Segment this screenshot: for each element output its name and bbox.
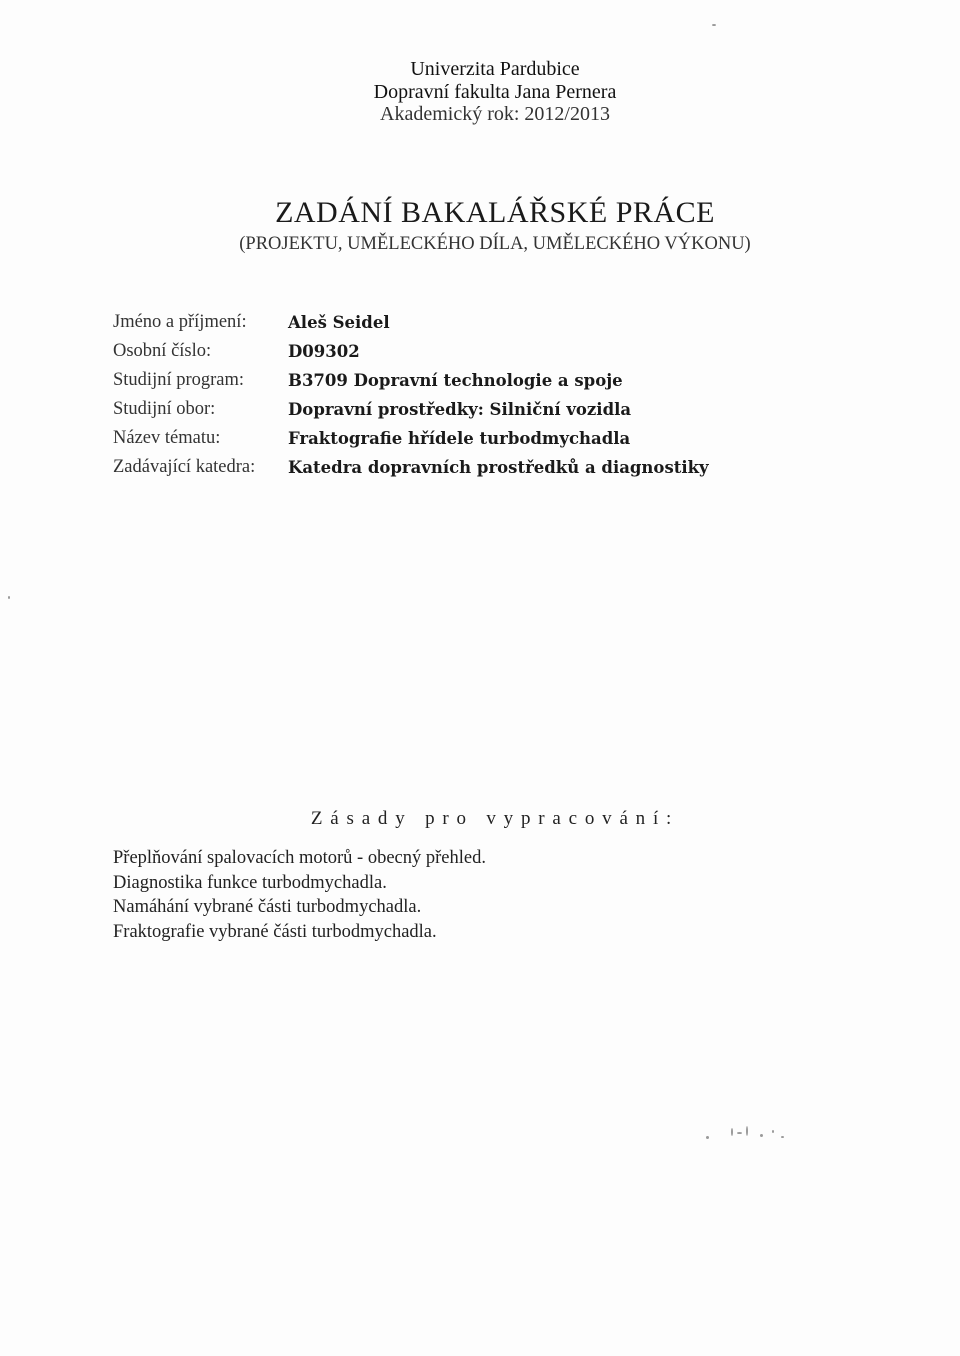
- info-row-study-program: [113, 366, 873, 395]
- info-value: Fraktografie hřídele turbodmychadla: [288, 429, 631, 448]
- list-item: Fraktografie vybrané části turbodmychadla.: [113, 921, 437, 942]
- info-label: Jméno a příjmení:: [113, 312, 247, 332]
- scan-speck: [781, 1136, 784, 1138]
- document-subtitle: (PROJEKTU, UMĚLECKÉHO DÍLA, UMĚLECKÉHO VÝKONU): [239, 234, 751, 254]
- list-item: Namáhání vybrané části turbodmychadla.: [113, 897, 422, 917]
- info-row-name: [113, 308, 873, 337]
- scan-speck: [712, 24, 716, 26]
- document-title: ZADÁNÍ BAKALÁŘSKÉ PRÁCE: [275, 196, 715, 229]
- title-block: [0, 194, 960, 256]
- info-value: Katedra dopravních prostředků a diagnostiky: [288, 458, 709, 477]
- scan-speck: [8, 596, 10, 599]
- info-value: B3709 Dopravní technologie a spoje: [288, 371, 623, 390]
- scan-speck: [746, 1126, 748, 1136]
- info-label: Osobní číslo:: [113, 341, 212, 361]
- info-label: Studijní program:: [113, 370, 245, 390]
- university-name: Univerzita Pardubice: [410, 58, 580, 80]
- principles-list: [113, 846, 486, 944]
- scan-speck: [737, 1132, 742, 1134]
- info-label: Zadávající katedra:: [113, 457, 256, 477]
- info-row-department: [113, 453, 873, 482]
- list-item: Přeplňování spalovacích motorů - obecný přehled.: [113, 848, 486, 868]
- scan-speck: [731, 1128, 733, 1136]
- principles-heading: Zásady pro vypracování:: [310, 808, 680, 829]
- faculty-name: Dopravní fakulta Jana Pernera: [373, 80, 617, 103]
- document-header: [0, 58, 960, 126]
- info-value: Dopravní prostředky: Silniční vozidla: [288, 400, 632, 419]
- info-label: Název tématu:: [113, 428, 221, 448]
- info-row-topic: [113, 424, 873, 453]
- scan-speck: [706, 1136, 709, 1139]
- info-row-student-number: [113, 337, 873, 366]
- info-value: Aleš Seidel: [288, 313, 390, 332]
- scan-speck: [772, 1130, 774, 1133]
- info-label: Studijní obor:: [113, 399, 216, 419]
- academic-year: Akademický rok: 2012/2013: [380, 103, 610, 125]
- info-value: D09302: [288, 342, 360, 361]
- scan-speck: [760, 1134, 763, 1137]
- info-row-study-field: [113, 395, 873, 424]
- student-info-table: [113, 308, 873, 482]
- list-item: Diagnostika funkce turbodmychadla.: [113, 872, 387, 893]
